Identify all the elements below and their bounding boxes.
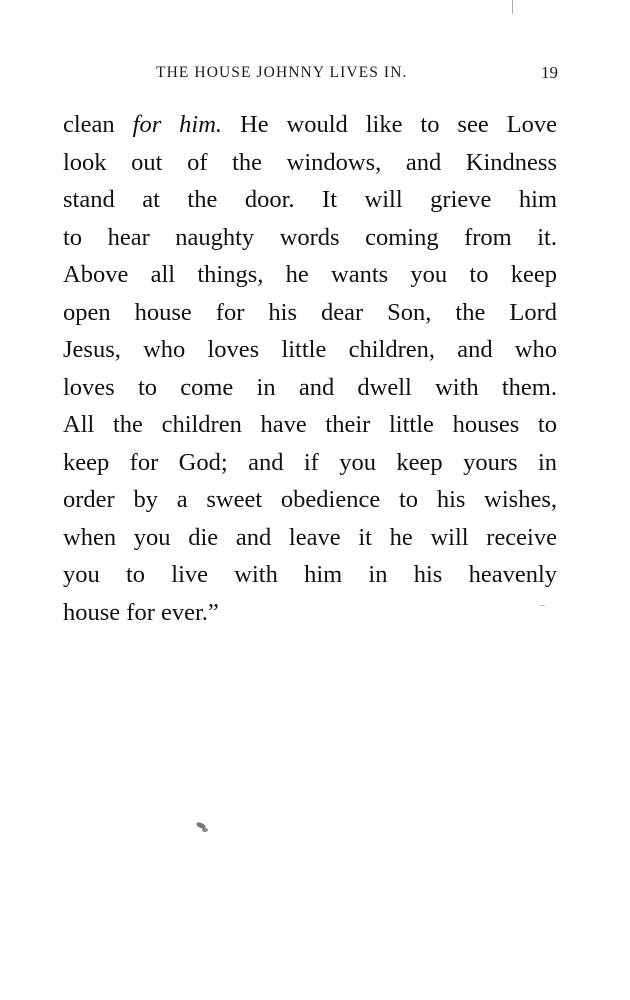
ink-speck bbox=[202, 828, 208, 832]
page-number: 19 bbox=[541, 63, 558, 82]
text-segment: clean bbox=[63, 111, 115, 138]
text-line bbox=[63, 106, 557, 144]
text-line: All the children have their little houses to bbox=[63, 411, 557, 438]
text-line: you to live with him in his heavenly bbox=[63, 561, 557, 588]
text-line: when you die and leave it he will receive bbox=[63, 523, 557, 551]
ink-speck bbox=[512, 0, 513, 14]
text-segment: He would like to see Love bbox=[240, 111, 557, 138]
text-line: look out of the windows, and Kindness bbox=[63, 148, 557, 176]
text-line: order by a sweet obedience to his wishes, bbox=[63, 486, 557, 513]
text-line: Above all things, he wants you to keep bbox=[63, 261, 557, 288]
text-line: to hear naughty words coming from it. bbox=[63, 223, 557, 251]
text-line: loves to come in and dwell with them. bbox=[63, 373, 557, 401]
running-title: THE HOUSE JOHNNY LIVES IN. bbox=[156, 64, 408, 81]
body-text bbox=[63, 106, 557, 631]
text-line: Jesus, who loves little children, and who bbox=[63, 336, 557, 363]
running-head bbox=[64, 64, 558, 88]
text-line: stand at the door. It will grieve him bbox=[63, 186, 557, 213]
ink-speck bbox=[540, 605, 545, 606]
text-line: keep for God; and if you keep yours in bbox=[63, 448, 557, 476]
text-line: house for ever.” bbox=[63, 598, 219, 626]
text-line: open house for his dear Son, the Lord bbox=[63, 298, 557, 326]
italic-phrase: for him. bbox=[132, 111, 223, 138]
